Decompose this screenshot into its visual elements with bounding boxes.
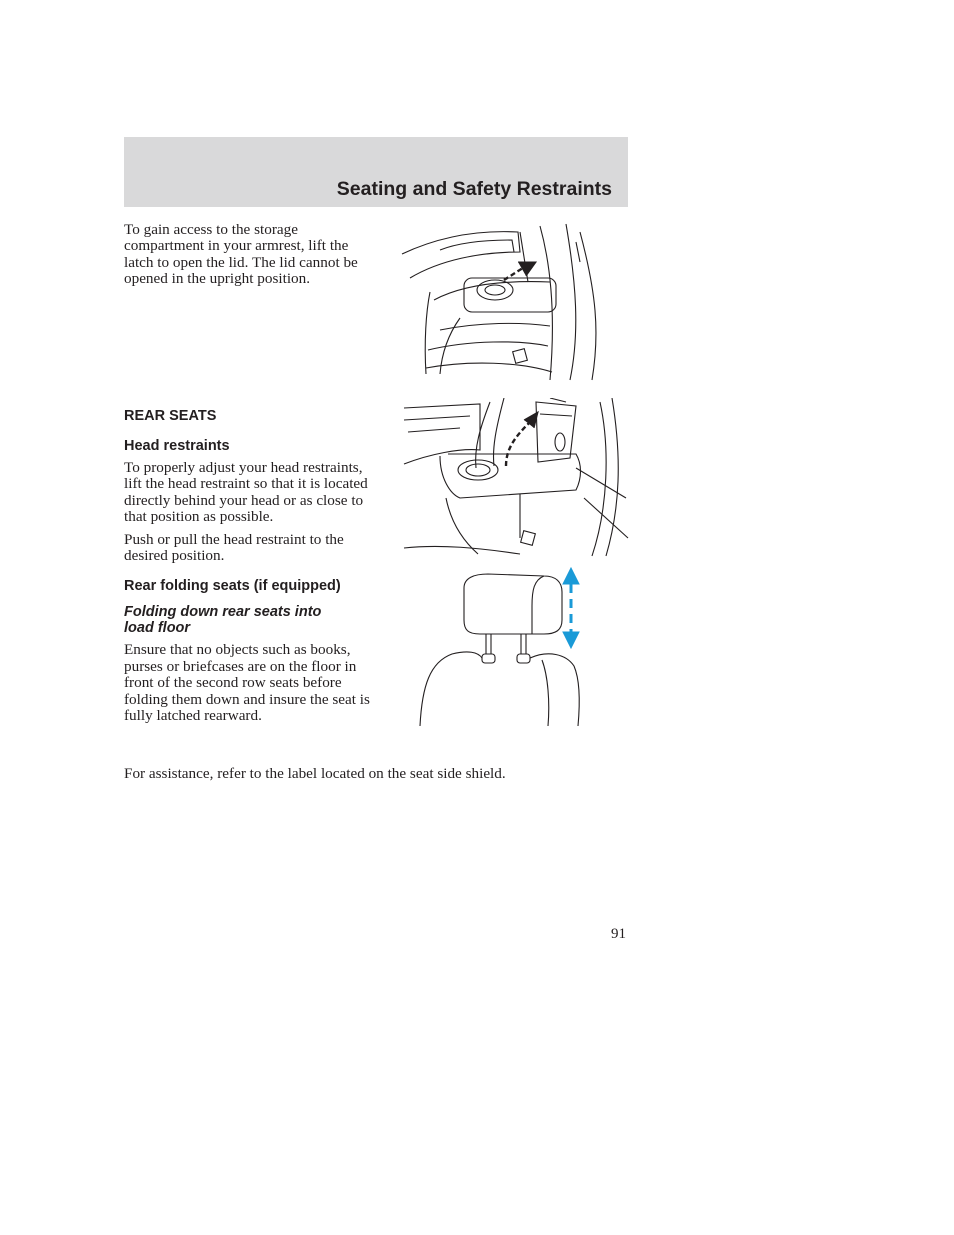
folding-paragraph: Ensure that no objects such as books, purses or briefcases are on the floor in front of the second row seats before folding them down and insure the seat is fully latched rearward. xyxy=(124,641,370,725)
page-number: 91 xyxy=(611,926,626,942)
rear-folding-seats-heading: Rear folding seats (if equipped) xyxy=(124,578,341,595)
assistance-line: For assistance, refer to the label located on the seat side shield. xyxy=(124,765,506,782)
head-restraints-paragraph-2: Push or pull the head restraint to the desired position. xyxy=(124,530,344,565)
armrest-text-block xyxy=(124,222,374,288)
head-restraints-paragraph-1: To properly adjust your head restraints, lift the head restraint so that it is located directly behind your head or as close to that position as possible. xyxy=(124,459,368,526)
rear-seats-section xyxy=(124,408,374,724)
section-header-band xyxy=(124,137,628,207)
rear-seats-heading: REAR SEATS xyxy=(124,408,217,424)
section-title: Seating and Safety Restraints xyxy=(336,178,612,200)
armrest-paragraph: To gain access to the storage compartment in your armrest, lift the latch to open the lid. The lid cannot be opened in the upright position. xyxy=(124,221,358,288)
folding-down-subheading: Folding down rear seats into load floor xyxy=(124,604,322,637)
armrest-lid-open-illustration xyxy=(400,398,630,558)
armrest-latch-illustration xyxy=(400,222,630,382)
head-restraint-illustration xyxy=(418,566,588,731)
head-restraints-heading: Head restraints xyxy=(124,438,230,454)
